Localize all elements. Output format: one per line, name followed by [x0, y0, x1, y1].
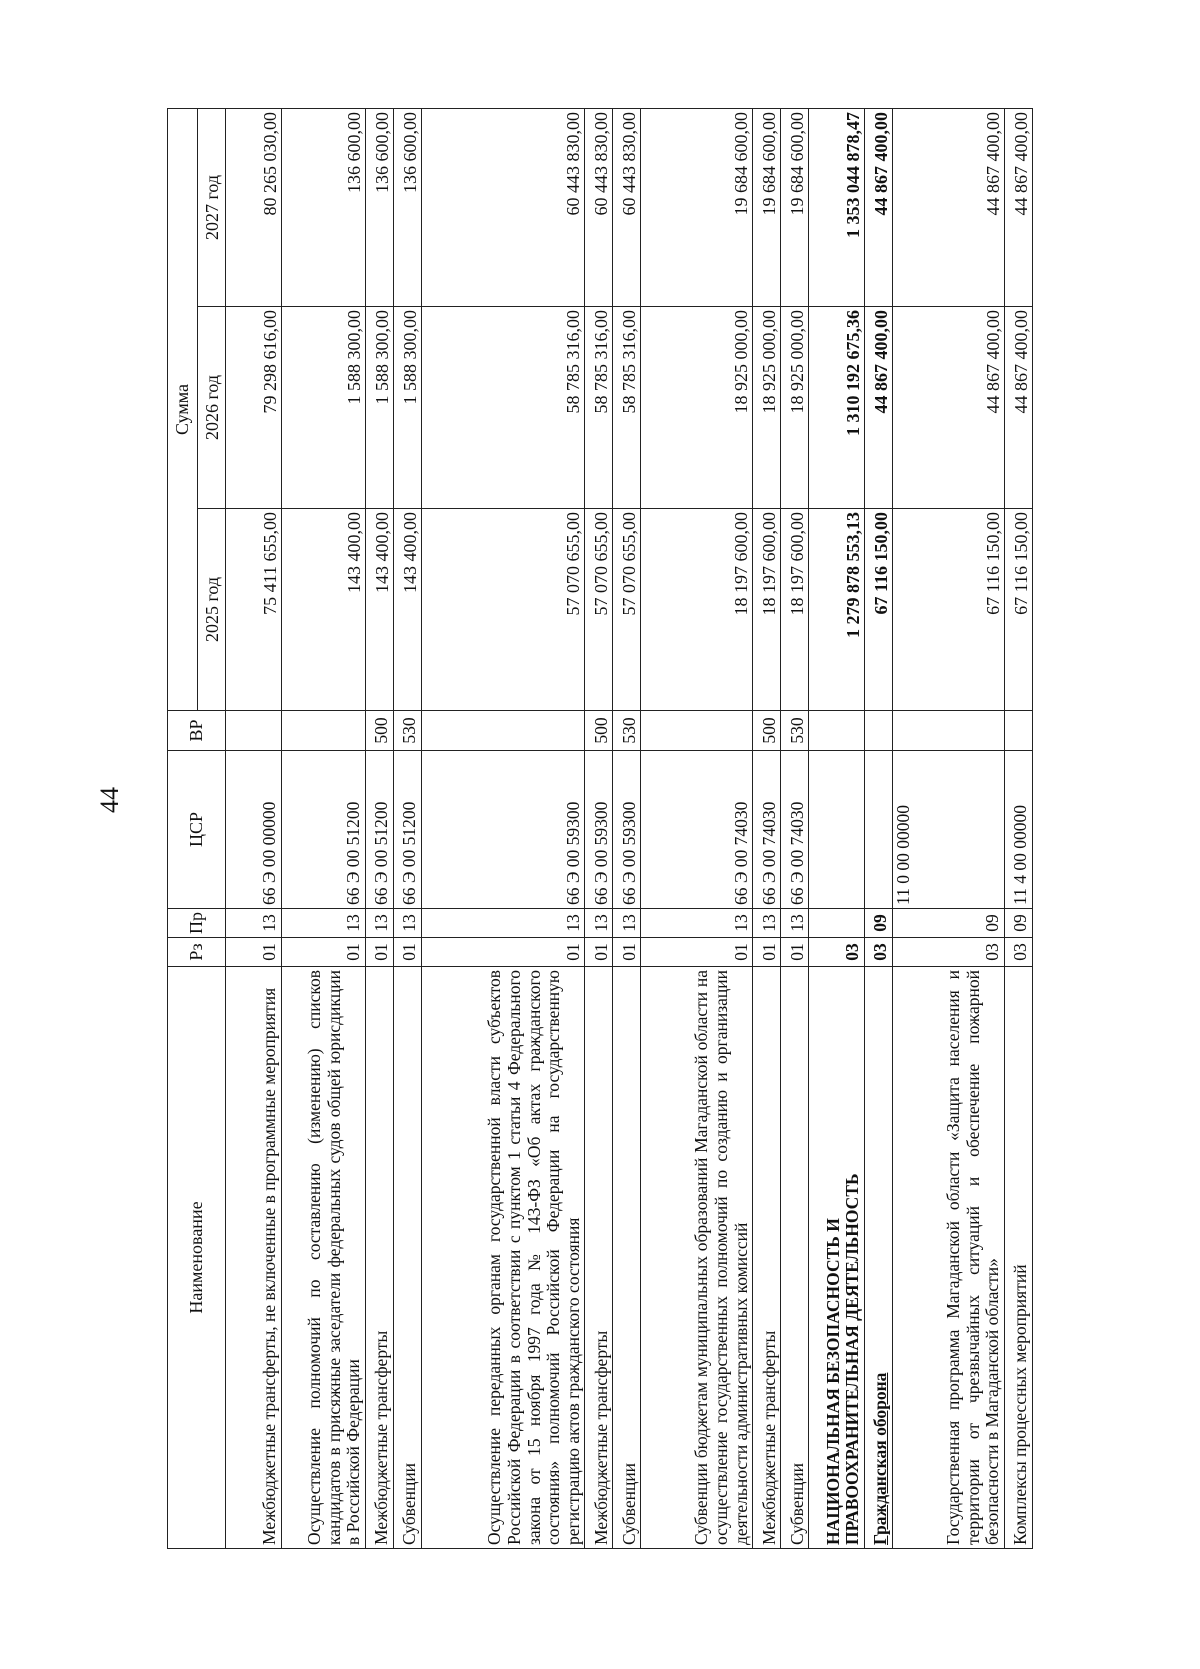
row-name-line2: ПРАВООХРАНИТЕЛЬНАЯ ДЕЯТЕЛЬНОСТЬ: [842, 1173, 863, 1545]
row-vr: 530: [393, 711, 421, 751]
row-vr: [282, 711, 366, 751]
row-name: [865, 967, 893, 1549]
header-vr: ВР: [168, 711, 226, 751]
row-2025: 67 116 150,00: [1004, 509, 1032, 711]
row-vr: [641, 711, 753, 751]
table-row: [393, 108, 421, 1548]
header-name: Наименование: [168, 967, 226, 1549]
row-name-text: Гражданская оборона: [870, 1372, 891, 1545]
row-rz: 03: [809, 938, 865, 967]
table-row: [893, 108, 1005, 1548]
row-vr: 500: [365, 711, 393, 751]
row-2026: 18 925 000,00: [753, 307, 781, 509]
row-2027: 44 867 400,00: [893, 108, 1005, 306]
row-rz: 03: [865, 938, 893, 967]
row-pr: 13: [393, 909, 421, 938]
row-2027: 60 443 830,00: [613, 108, 641, 306]
table-row: [365, 108, 393, 1548]
table-row: [781, 108, 809, 1548]
row-2025: 1 279 878 553,13: [809, 509, 865, 711]
row-2027: 136 600,00: [282, 108, 366, 306]
row-2025: 75 411 655,00: [226, 509, 282, 711]
row-name: Осуществление полномочий по составлению (изменению) списков кандидатов в присяжные заседатели федеральных судов общей юрисдикции в Российской Федерации: [282, 967, 366, 1549]
budget-table-rotated: [167, 109, 1033, 1549]
row-2025: 57 070 655,00: [613, 509, 641, 711]
row-csr: [865, 751, 893, 909]
row-name-line1: НАЦИОНАЛЬНАЯ БЕЗОПАСНОСТЬ И: [822, 1218, 843, 1545]
row-rz: 01: [393, 938, 421, 967]
row-vr: [1004, 711, 1032, 751]
row-vr: 500: [753, 711, 781, 751]
row-2027: 19 684 600,00: [781, 108, 809, 306]
header-2026: 2026 год: [198, 307, 226, 509]
row-name: Межбюджетные трансферты, не включенные в программные мероприятия: [226, 967, 282, 1549]
row-pr: 13: [613, 909, 641, 938]
row-2025: 67 116 150,00: [893, 509, 1005, 711]
row-csr: 66 Э 00 51200: [393, 751, 421, 909]
row-2027: 44 867 400,00: [865, 108, 893, 306]
row-rz: 03: [1004, 938, 1032, 967]
row-2026: 1 588 300,00: [282, 307, 366, 509]
row-2025: 57 070 655,00: [585, 509, 613, 711]
row-2027: 136 600,00: [393, 108, 421, 306]
row-name: [809, 967, 865, 1549]
row-2027: 1 353 044 878,47: [809, 108, 865, 306]
row-pr: 09: [865, 909, 893, 938]
row-2025: 57 070 655,00: [421, 509, 585, 711]
row-name: Осуществление переданных органам государственной власти субъектов Российской Федерации в соответствии с пунктом 1 статьи 4 Федерального закона от 15 ноября 1997 года № 143-ФЗ «Об актах гражданского состояния» полномочий Российской Федерации на государственную регистрацию актов гражданского состояния: [421, 967, 585, 1549]
row-rz: 01: [282, 938, 366, 967]
row-csr: 66 Э 00 51200: [365, 751, 393, 909]
row-rz: 01: [226, 938, 282, 967]
row-name: Комплексы процессных мероприятий: [1004, 967, 1032, 1549]
row-2025: 18 197 600,00: [781, 509, 809, 711]
page-number: 44: [95, 787, 124, 813]
table-row: [641, 108, 753, 1548]
row-rz: 01: [421, 938, 585, 967]
row-pr: [809, 909, 865, 938]
row-pr: 13: [226, 909, 282, 938]
table-row: [809, 108, 865, 1548]
table-row: [1004, 108, 1032, 1548]
row-name: Субвенции бюджетам муниципальных образований Магаданской области на осуществление государственных полномочий по созданию и организации деятельности административных комиссий: [641, 967, 753, 1549]
row-2026: 58 785 316,00: [613, 307, 641, 509]
row-rz: 01: [613, 938, 641, 967]
row-vr: 500: [585, 711, 613, 751]
row-2025: 143 400,00: [282, 509, 366, 711]
row-2026: 44 867 400,00: [1004, 307, 1032, 509]
row-2025: 143 400,00: [365, 509, 393, 711]
row-csr: 11 0 00 00000: [893, 751, 1005, 909]
row-2026: 1 588 300,00: [365, 307, 393, 509]
row-pr: 13: [282, 909, 366, 938]
table-row: [753, 108, 781, 1548]
row-name: Субвенции: [613, 967, 641, 1549]
table-row: [585, 108, 613, 1548]
row-vr: [421, 711, 585, 751]
row-2027: 19 684 600,00: [753, 108, 781, 306]
row-2025: 67 116 150,00: [865, 509, 893, 711]
header-csr: ЦСР: [168, 751, 226, 909]
row-pr: 13: [641, 909, 753, 938]
row-csr: [809, 751, 865, 909]
row-rz: 03: [893, 938, 1005, 967]
row-pr: 13: [421, 909, 585, 938]
row-2027: 60 443 830,00: [585, 108, 613, 306]
row-csr: 66 Э 00 74030: [753, 751, 781, 909]
header-pr: Пр: [168, 909, 226, 938]
row-csr: 66 Э 00 74030: [781, 751, 809, 909]
row-csr: 66 Э 00 59300: [585, 751, 613, 909]
row-csr: 11 4 00 00000: [1004, 751, 1032, 909]
row-2026: 18 925 000,00: [781, 307, 809, 509]
row-pr: 13: [781, 909, 809, 938]
row-2026: 58 785 316,00: [585, 307, 613, 509]
row-name: Межбюджетные трансферты: [753, 967, 781, 1549]
row-name: Субвенции: [781, 967, 809, 1549]
row-vr: [226, 711, 282, 751]
row-csr: 66 Э 00 51200: [282, 751, 366, 909]
row-rz: 01: [585, 938, 613, 967]
header-2027: 2027 год: [198, 108, 226, 306]
table-row: [282, 108, 366, 1548]
row-pr: 13: [585, 909, 613, 938]
row-vr: 530: [781, 711, 809, 751]
row-2026: 44 867 400,00: [893, 307, 1005, 509]
row-pr: 13: [753, 909, 781, 938]
row-name: Межбюджетные трансферты: [585, 967, 613, 1549]
row-2026: 79 298 616,00: [226, 307, 282, 509]
row-2025: 18 197 600,00: [753, 509, 781, 711]
row-2026: 58 785 316,00: [421, 307, 585, 509]
row-name: Межбюджетные трансферты: [365, 967, 393, 1549]
row-csr: 66 Э 00 00000: [226, 751, 282, 909]
row-rz: 01: [365, 938, 393, 967]
row-2026: 1 310 192 675,36: [809, 307, 865, 509]
table-row: [865, 108, 893, 1548]
row-2026: 1 588 300,00: [393, 307, 421, 509]
row-csr: 66 Э 00 59300: [613, 751, 641, 909]
row-csr: 66 Э 00 74030: [641, 751, 753, 909]
row-2027: 80 265 030,00: [226, 108, 282, 306]
row-2026: 18 925 000,00: [641, 307, 753, 509]
row-name: Субвенции: [393, 967, 421, 1549]
row-csr: 66 Э 00 59300: [421, 751, 585, 909]
row-rz: 01: [641, 938, 753, 967]
row-pr: 13: [365, 909, 393, 938]
table-row: [226, 108, 282, 1548]
header-row-1: [168, 108, 198, 1548]
row-rz: 01: [781, 938, 809, 967]
row-name: Государственная программа Магаданской области «Защита населения и территории от чрезвычайных ситуаций и обеспечение пожарной безопасности в Магаданской области»: [893, 967, 1005, 1549]
table-row: [421, 108, 585, 1548]
header-rz: Рз: [168, 938, 226, 967]
row-vr: [865, 711, 893, 751]
row-rz: 01: [753, 938, 781, 967]
row-2025: 143 400,00: [393, 509, 421, 711]
row-2027: 19 684 600,00: [641, 108, 753, 306]
row-pr: 09: [893, 909, 1005, 938]
row-pr: 09: [1004, 909, 1032, 938]
row-2027: 136 600,00: [365, 108, 393, 306]
row-vr: [893, 711, 1005, 751]
row-2025: 18 197 600,00: [641, 509, 753, 711]
header-sum: Сумма: [168, 108, 198, 710]
row-2026: 44 867 400,00: [865, 307, 893, 509]
row-vr: 530: [613, 711, 641, 751]
budget-table: [167, 108, 1033, 1549]
row-2027: 44 867 400,00: [1004, 108, 1032, 306]
row-vr: [809, 711, 865, 751]
header-2025: 2025 год: [198, 509, 226, 711]
row-2027: 60 443 830,00: [421, 108, 585, 306]
table-row: [613, 108, 641, 1548]
